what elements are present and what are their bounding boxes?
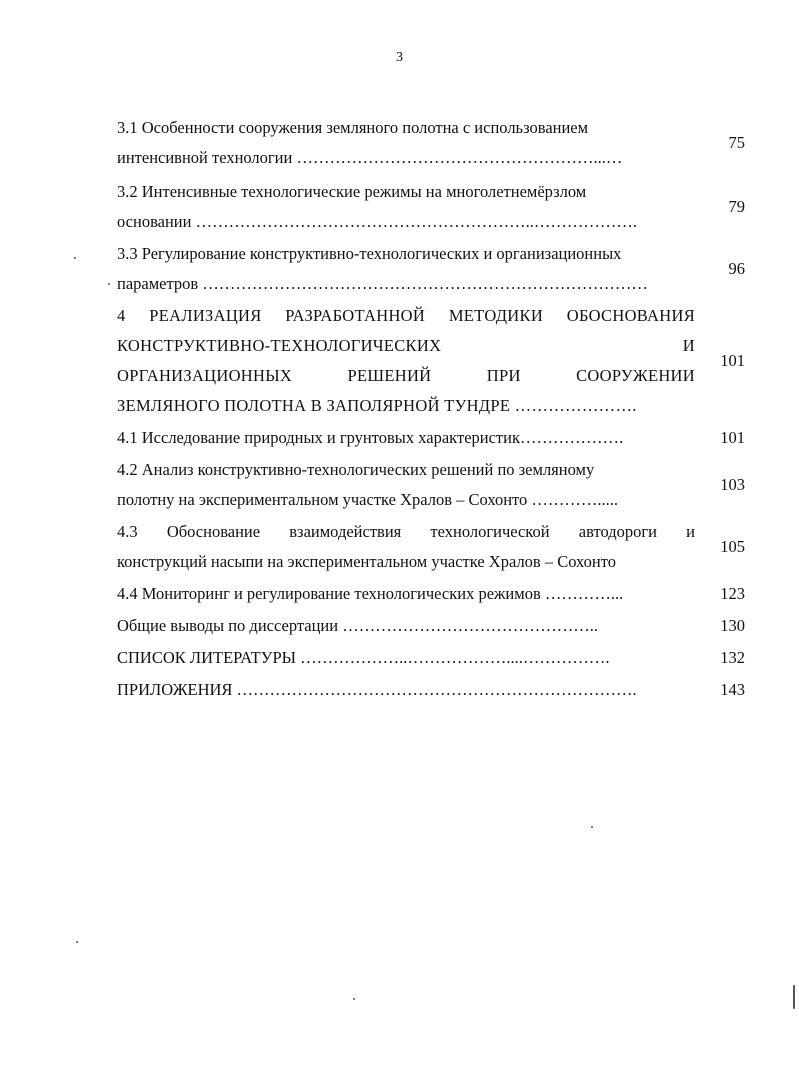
toc-entry-line: 4.1 Исследование природных и грунтовых характеристик………………. — [117, 428, 624, 447]
toc-page-number: 101 — [720, 428, 745, 447]
toc-entry-line: Общие выводы по диссертации ……………………………………….. — [117, 616, 598, 635]
toc-entry-conclusions — [117, 611, 749, 641]
toc-entry-line: ОРГАНИЗАЦИОННЫХ РЕШЕНИЙ ПРИ СООРУЖЕНИИ — [117, 366, 695, 385]
table-of-contents — [117, 113, 749, 705]
toc-page-number: 123 — [720, 584, 745, 603]
toc-page-number: 75 — [728, 133, 745, 152]
toc-page-number: 79 — [728, 197, 745, 216]
toc-entry-line: 3.3 Регулирование конструктивно-технологических и организационных — [117, 244, 622, 263]
toc-entry-4-1 — [117, 423, 749, 453]
toc-entry-line: 4.2 Анализ конструктивно-технологических решений по земляному — [117, 460, 595, 479]
toc-entry-4-3 — [117, 517, 749, 577]
scan-speck — [76, 941, 78, 943]
toc-entry-chapter-4 — [117, 301, 749, 421]
toc-entry-3-3 — [117, 239, 749, 299]
toc-page-number: 143 — [720, 680, 745, 699]
scan-speck — [108, 283, 110, 285]
scan-speck — [353, 998, 355, 1000]
toc-entry-line: 3.2 Интенсивные технологические режимы на многолетнемёрзлом — [117, 182, 587, 201]
toc-page-number: 103 — [720, 475, 745, 494]
toc-page-number: 101 — [720, 351, 745, 370]
toc-entry-line: КОНСТРУКТИВНО-ТЕХНОЛОГИЧЕСКИХ И — [117, 336, 695, 355]
toc-entry-line: ЗЕМЛЯНОГО ПОЛОТНА В ЗАПОЛЯРНОЙ ТУНДРЕ …………………. — [117, 396, 637, 415]
scan-speck — [591, 826, 593, 828]
toc-page-number: 105 — [720, 537, 745, 556]
scan-speck — [793, 985, 795, 1009]
toc-entry-line: конструкций насыпи на экспериментальном участке Хралов – Сохонто — [117, 552, 617, 571]
toc-entry-line: ПРИЛОЖЕНИЯ ………………………………………………………………. — [117, 680, 637, 699]
toc-page-number: 132 — [720, 648, 745, 667]
toc-entry-appendices — [117, 675, 749, 705]
toc-entry-line: 4.3 Обоснование взаимодействия технологической автодороги и — [117, 522, 695, 541]
toc-entry-line: СПИСОК ЛИТЕРАТУРЫ ………………..………………....……………. — [117, 648, 610, 667]
toc-entry-line: 4 РЕАЛИЗАЦИЯ РАЗРАБОТАННОЙ МЕТОДИКИ ОБОСНОВАНИЯ — [117, 306, 695, 325]
toc-entry-4-4 — [117, 579, 749, 609]
toc-entry-line: 3.1 Особенности сооружения земляного полотна с использованием — [117, 118, 589, 137]
toc-page-number: 96 — [728, 259, 745, 278]
toc-entry-line: интенсивной технологии ………………………………………………...… — [117, 148, 623, 167]
page-number: 3 — [396, 50, 403, 65]
toc-entry-line: 4.4 Мониторинг и регулирование технологических режимов …………... — [117, 584, 624, 603]
scan-speck — [74, 257, 76, 259]
toc-entry-3-1 — [117, 113, 749, 173]
toc-page-number: 130 — [720, 616, 745, 635]
toc-entry-4-2 — [117, 455, 749, 515]
toc-entry-references — [117, 643, 749, 673]
toc-entry-line: параметров ……………………………………………………………………… — [117, 274, 648, 293]
toc-entry-3-2 — [117, 177, 749, 237]
toc-entry-line: основании ……………………………………………………..………………. — [117, 212, 637, 231]
toc-entry-line: полотну на экспериментальном участке Хралов – Сохонто …………..... — [117, 490, 619, 509]
